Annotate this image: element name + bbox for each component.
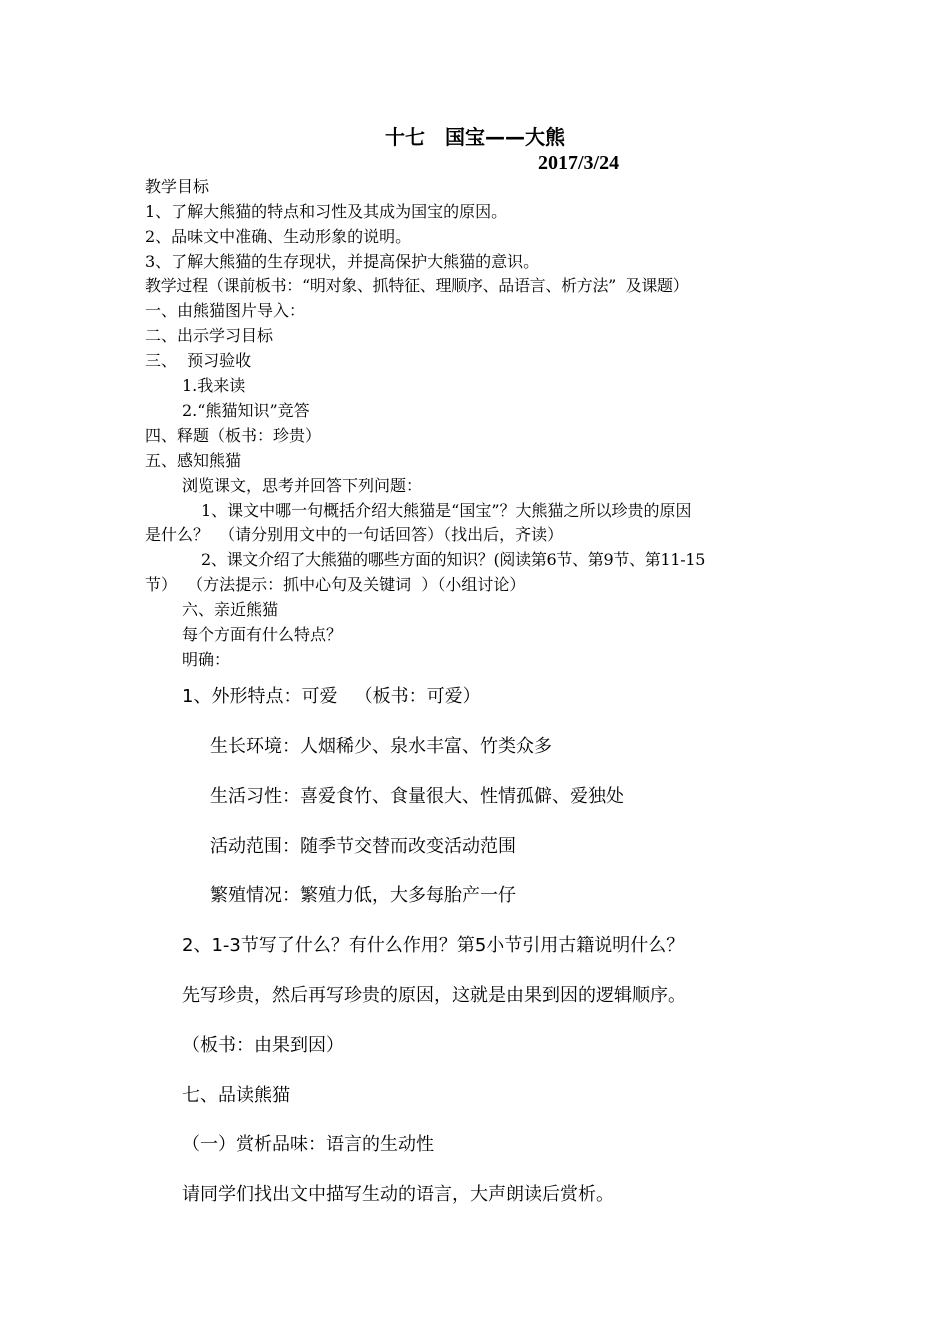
text-line: 五、感知熊猫 <box>145 451 242 470</box>
text-line: 2.“熊猫知识”竞答 <box>182 401 310 420</box>
text-line: 1、了解大熊猫的特点和习性及其成为国宝的原因。 <box>145 202 508 221</box>
text-line: 六、亲近熊猫 <box>182 600 279 619</box>
answer-line: 活动范围：随季节交替而改变活动范围 <box>210 836 516 857</box>
answer-line: 1、外形特点：可爱 （板书：可爱） <box>182 686 481 707</box>
answer-line: 七、品读熊猫 <box>182 1085 290 1106</box>
text-line: 教学目标 <box>145 177 210 196</box>
text-line: 2、品味文中准确、生动形象的说明。 <box>145 227 412 246</box>
text-line: 每个方面有什么特点？ <box>182 625 343 644</box>
lesson-date: 2017/3/24 <box>538 152 620 174</box>
text-line: 二、出示学习目标 <box>145 326 274 345</box>
text-line: 教学过程（课前板书：“明对象、抓特征、理顺序、品语言、析方法” 及课题） <box>145 276 689 295</box>
answer-line: 繁殖情况：繁殖力低，大多每胎产一仔 <box>210 885 516 906</box>
text-line: 3、了解大熊猫的生存现状，并提高保护大熊猫的意识。 <box>145 252 540 271</box>
text-line: 三、 预习验收 <box>145 351 252 370</box>
text-line: 1.我来读 <box>182 376 246 395</box>
answer-line: 先写珍贵，然后再写珍贵的原因，这就是由果到因的逻辑顺序。 <box>182 985 686 1006</box>
text-line: 四、释题（板书：珍贵） <box>145 426 322 445</box>
lesson-title: 十七 国宝——大熊 <box>385 125 565 149</box>
answer-line: 生活习性：喜爱食竹、食量很大、性情孤僻、爱独处 <box>210 786 624 807</box>
text-line: 节） （方法提示：抓中心句及关键词 ）（小组讨论） <box>145 575 526 594</box>
answer-line: 生长环境：人烟稀少、泉水丰富、竹类众多 <box>210 736 552 757</box>
text-line: 浏览课文，思考并回答下列问题： <box>182 476 423 495</box>
text-line: 一、由熊猫图片导入： <box>145 301 306 320</box>
text-line: 明确： <box>182 650 231 669</box>
answer-line: 2、1-3节写了什么？有什么作用？第5小节引用古籍说明什么？ <box>182 935 685 956</box>
answer-line: 请同学们找出文中描写生动的语言，大声朗读后赏析。 <box>182 1184 614 1205</box>
answer-line: （板书：由果到因） <box>182 1035 344 1056</box>
text-line: 是什么？ （请分别用文中的一句话回答）（找出后，齐读） <box>145 525 564 544</box>
text-line: 2、课文介绍了大熊猫的哪些方面的知识？(阅读第6节、第9节、第11-15 <box>201 550 706 569</box>
text-line: 1、课文中哪一句概括介绍大熊猫是“国宝”？大熊猫之所以珍贵的原因 <box>201 501 692 520</box>
answer-line: （一）赏析品味：语言的生动性 <box>182 1134 434 1155</box>
